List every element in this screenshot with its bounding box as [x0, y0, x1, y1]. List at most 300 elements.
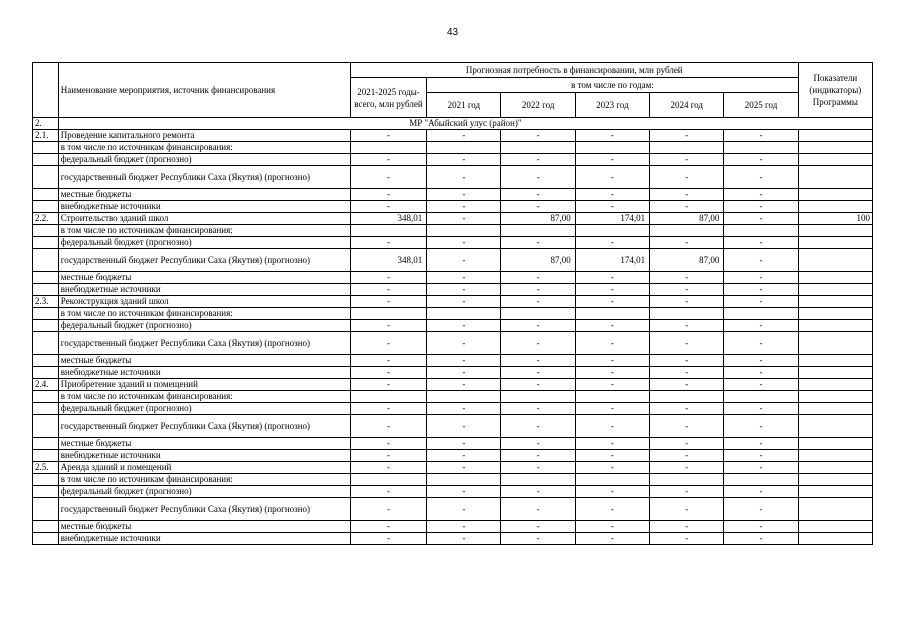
item-main-value: 174,01 [575, 213, 649, 225]
empty-cell [501, 391, 575, 403]
source-federal-value: - [427, 154, 501, 166]
empty-cell [350, 225, 426, 237]
item-indicator [798, 379, 872, 391]
empty-cell [798, 166, 872, 189]
empty-cell [33, 367, 59, 379]
source-local-value: - [650, 521, 724, 533]
table-row [33, 308, 873, 320]
empty-cell [724, 308, 798, 320]
empty-cell [798, 438, 872, 450]
source-federal-value: - [350, 237, 426, 249]
source-republic-value: 174,01 [575, 249, 649, 272]
source-offbudget-value: - [650, 367, 724, 379]
item-num: 2.4. [33, 379, 59, 391]
item-main-value: - [427, 296, 501, 308]
item-main-value: - [650, 379, 724, 391]
table-header [33, 63, 873, 118]
empty-cell [350, 142, 426, 154]
source-local-value: - [501, 355, 575, 367]
section-title: МР "Абыйский улус (район)" [58, 118, 872, 130]
source-offbudget-value: - [575, 367, 649, 379]
empty-cell [33, 355, 59, 367]
table-row [33, 533, 873, 545]
source-offbudget-value: - [650, 450, 724, 462]
source-federal-value: - [575, 320, 649, 332]
source-republic-value: - [724, 498, 798, 521]
empty-cell [33, 332, 59, 355]
header-year-2022: 2022 год [501, 93, 575, 118]
empty-cell [501, 308, 575, 320]
item-main-value: - [575, 130, 649, 142]
empty-cell [33, 521, 59, 533]
source-offbudget-label: внебюджетные источники [58, 284, 350, 296]
empty-cell [33, 201, 59, 213]
source-offbudget-value: - [650, 201, 724, 213]
table-row [33, 379, 873, 391]
empty-cell [33, 272, 59, 284]
header-name: Наименование мероприятия, источник финансирования [58, 63, 350, 118]
empty-cell [427, 142, 501, 154]
source-federal-value: - [724, 403, 798, 415]
table-row [33, 237, 873, 249]
table-row [33, 213, 873, 225]
item-num: 2.2. [33, 213, 59, 225]
table-row [33, 249, 873, 272]
source-federal-value: - [427, 486, 501, 498]
item-main-value: - [650, 130, 724, 142]
source-offbudget-value: - [724, 201, 798, 213]
source-local-value: - [350, 272, 426, 284]
source-republic-value: - [724, 332, 798, 355]
source-offbudget-value: - [724, 533, 798, 545]
table-row [33, 486, 873, 498]
source-federal-value: - [575, 154, 649, 166]
source-local-value: - [575, 189, 649, 201]
source-republic-label: государственный бюджет Республики Саха (Якутия) (прогнозно) [58, 332, 350, 355]
header-year-2021: 2021 год [427, 93, 501, 118]
empty-cell [798, 355, 872, 367]
source-republic-value: - [501, 166, 575, 189]
table-row [33, 189, 873, 201]
empty-cell [798, 415, 872, 438]
source-republic-value: - [650, 415, 724, 438]
source-republic-value: 87,00 [501, 249, 575, 272]
source-offbudget-value: - [501, 201, 575, 213]
item-indicator [798, 462, 872, 474]
source-republic-value: - [501, 498, 575, 521]
table-row [33, 225, 873, 237]
source-republic-value: - [650, 332, 724, 355]
item-main-value: 87,00 [501, 213, 575, 225]
source-republic-label: государственный бюджет Республики Саха (Якутия) (прогнозно) [58, 415, 350, 438]
source-republic-value: - [350, 332, 426, 355]
empty-cell [798, 284, 872, 296]
source-local-value: - [650, 355, 724, 367]
source-republic-value: - [575, 166, 649, 189]
item-main-value: - [501, 296, 575, 308]
table-row [33, 498, 873, 521]
item-num: 2.3. [33, 296, 59, 308]
item-main-value: 87,00 [650, 213, 724, 225]
empty-cell [33, 154, 59, 166]
empty-cell [350, 474, 426, 486]
sources-intro: в том числе по источникам финансирования: [58, 474, 350, 486]
empty-cell [427, 225, 501, 237]
empty-cell [33, 450, 59, 462]
source-local-label: местные бюджеты [58, 438, 350, 450]
empty-cell [798, 249, 872, 272]
empty-cell [575, 474, 649, 486]
source-offbudget-value: - [501, 367, 575, 379]
header-financing-need: Прогнозная потребность в финансировании, млн рублей [350, 63, 798, 78]
source-federal-value: - [575, 403, 649, 415]
source-local-value: - [575, 438, 649, 450]
item-indicator [798, 130, 872, 142]
source-offbudget-value: - [427, 284, 501, 296]
source-federal-label: федеральный бюджет (прогнозно) [58, 154, 350, 166]
item-indicator [798, 296, 872, 308]
source-offbudget-value: - [350, 367, 426, 379]
empty-cell [798, 189, 872, 201]
empty-cell [33, 320, 59, 332]
source-federal-value: - [427, 403, 501, 415]
source-offbudget-value: - [350, 533, 426, 545]
item-main-value: - [501, 462, 575, 474]
source-federal-value: - [650, 237, 724, 249]
source-republic-value: - [427, 498, 501, 521]
empty-cell [33, 237, 59, 249]
source-federal-value: - [501, 237, 575, 249]
source-offbudget-value: - [575, 201, 649, 213]
item-main-value: - [350, 130, 426, 142]
empty-cell [798, 201, 872, 213]
empty-cell [350, 391, 426, 403]
table-row [33, 130, 873, 142]
empty-cell [350, 308, 426, 320]
item-main-value: - [350, 379, 426, 391]
source-local-value: - [650, 272, 724, 284]
source-federal-value: - [501, 320, 575, 332]
source-republic-value: - [427, 332, 501, 355]
source-offbudget-value: - [427, 367, 501, 379]
table-row [33, 462, 873, 474]
source-offbudget-value: - [350, 450, 426, 462]
empty-cell [650, 474, 724, 486]
empty-cell [798, 498, 872, 521]
table-row [33, 284, 873, 296]
source-local-value: - [427, 521, 501, 533]
table-row [33, 391, 873, 403]
empty-cell [798, 521, 872, 533]
empty-cell [798, 320, 872, 332]
table-row [33, 154, 873, 166]
empty-cell [798, 450, 872, 462]
empty-cell [33, 142, 59, 154]
page-number: 43 [446, 27, 459, 38]
source-local-value: - [650, 189, 724, 201]
empty-cell [798, 142, 872, 154]
source-republic-value: - [724, 249, 798, 272]
item-name: Приобретение зданий и помещений [58, 379, 350, 391]
empty-cell [427, 308, 501, 320]
empty-cell [575, 142, 649, 154]
header-total: 2021-2025 годы- всего, млн рублей [350, 78, 426, 118]
empty-cell [33, 249, 59, 272]
source-federal-value: - [501, 403, 575, 415]
item-main-value: - [575, 379, 649, 391]
source-offbudget-label: внебюджетные источники [58, 367, 350, 379]
source-offbudget-value: - [724, 284, 798, 296]
table-row [33, 272, 873, 284]
item-main-value: - [650, 296, 724, 308]
table-row [33, 521, 873, 533]
table-row [33, 474, 873, 486]
item-main-value: - [501, 379, 575, 391]
empty-cell [501, 142, 575, 154]
table-row [33, 142, 873, 154]
item-main-value: - [575, 296, 649, 308]
empty-cell [798, 486, 872, 498]
item-main-value: - [650, 462, 724, 474]
empty-cell [798, 225, 872, 237]
empty-cell [798, 474, 872, 486]
source-federal-value: - [350, 486, 426, 498]
empty-cell [650, 225, 724, 237]
table-row [33, 403, 873, 415]
empty-cell [798, 154, 872, 166]
empty-cell [798, 332, 872, 355]
source-federal-value: - [650, 403, 724, 415]
empty-cell [33, 189, 59, 201]
empty-cell [798, 391, 872, 403]
source-federal-value: - [427, 237, 501, 249]
source-local-value: - [724, 355, 798, 367]
table-row [33, 355, 873, 367]
item-main-value: - [724, 462, 798, 474]
source-local-value: - [575, 355, 649, 367]
source-offbudget-value: - [575, 284, 649, 296]
source-local-value: - [724, 438, 798, 450]
empty-cell [33, 486, 59, 498]
empty-cell [798, 272, 872, 284]
section-num: 2. [33, 118, 59, 130]
source-offbudget-value: - [501, 450, 575, 462]
empty-cell [798, 237, 872, 249]
source-republic-label: государственный бюджет Республики Саха (Якутия) (прогнозно) [58, 498, 350, 521]
source-federal-value: - [724, 154, 798, 166]
source-offbudget-label: внебюджетные источники [58, 201, 350, 213]
item-num: 2.5. [33, 462, 59, 474]
item-indicator: 100 [798, 213, 872, 225]
source-republic-value: - [501, 415, 575, 438]
source-federal-value: - [575, 486, 649, 498]
source-republic-label: государственный бюджет Республики Саха (Якутия) (прогнозно) [58, 249, 350, 272]
empty-cell [33, 438, 59, 450]
source-federal-value: - [575, 237, 649, 249]
source-offbudget-value: - [350, 201, 426, 213]
source-local-value: - [724, 189, 798, 201]
source-local-value: - [501, 521, 575, 533]
table-row [33, 415, 873, 438]
empty-cell [33, 284, 59, 296]
empty-cell [798, 403, 872, 415]
source-offbudget-value: - [350, 284, 426, 296]
source-federal-value: - [650, 486, 724, 498]
source-offbudget-value: - [501, 533, 575, 545]
source-federal-label: федеральный бюджет (прогнозно) [58, 320, 350, 332]
source-local-value: - [724, 272, 798, 284]
empty-cell [33, 474, 59, 486]
source-federal-value: - [650, 320, 724, 332]
source-republic-value: 348,01 [350, 249, 426, 272]
source-federal-value: - [724, 237, 798, 249]
table-row [33, 166, 873, 189]
header-by-years: в том числе по годам: [427, 78, 799, 93]
source-local-value: - [350, 521, 426, 533]
header-indicators: Показатели (индикаторы) Программы [798, 63, 872, 118]
empty-cell [501, 474, 575, 486]
source-offbudget-value: - [724, 450, 798, 462]
source-local-value: - [501, 272, 575, 284]
source-republic-value: - [350, 166, 426, 189]
item-main-value: - [427, 379, 501, 391]
source-offbudget-label: внебюджетные источники [58, 450, 350, 462]
item-main-value: - [427, 462, 501, 474]
table-row [33, 296, 873, 308]
source-federal-value: - [724, 320, 798, 332]
source-republic-value: - [650, 498, 724, 521]
source-local-value: - [427, 438, 501, 450]
source-offbudget-value: - [501, 284, 575, 296]
item-main-value: 348,01 [350, 213, 426, 225]
source-local-label: местные бюджеты [58, 521, 350, 533]
source-offbudget-value: - [427, 450, 501, 462]
source-republic-value: - [650, 166, 724, 189]
source-local-value: - [724, 521, 798, 533]
empty-cell [575, 225, 649, 237]
empty-cell [798, 367, 872, 379]
empty-cell [427, 391, 501, 403]
table-row [33, 367, 873, 379]
empty-cell [33, 166, 59, 189]
empty-cell [650, 308, 724, 320]
header-year-2024: 2024 год [650, 93, 724, 118]
source-federal-value: - [650, 154, 724, 166]
source-republic-value: - [427, 166, 501, 189]
source-local-value: - [575, 521, 649, 533]
empty-cell [798, 308, 872, 320]
table-row [33, 438, 873, 450]
item-main-value: - [427, 213, 501, 225]
empty-cell [798, 533, 872, 545]
source-federal-value: - [350, 320, 426, 332]
sources-intro: в том числе по источникам финансирования: [58, 142, 350, 154]
empty-cell [724, 474, 798, 486]
source-local-value: - [427, 189, 501, 201]
item-main-value: - [350, 462, 426, 474]
table-row [33, 332, 873, 355]
source-federal-value: - [350, 403, 426, 415]
empty-cell [33, 308, 59, 320]
source-local-label: местные бюджеты [58, 272, 350, 284]
source-offbudget-value: - [575, 533, 649, 545]
source-federal-value: - [501, 154, 575, 166]
sources-intro: в том числе по источникам финансирования: [58, 225, 350, 237]
source-local-label: местные бюджеты [58, 355, 350, 367]
source-federal-value: - [427, 320, 501, 332]
sources-intro: в том числе по источникам финансирования: [58, 391, 350, 403]
source-local-value: - [575, 272, 649, 284]
table-body [33, 118, 873, 545]
source-offbudget-value: - [575, 450, 649, 462]
empty-cell [33, 415, 59, 438]
financing-table [32, 62, 873, 545]
header-year-2023: 2023 год [575, 93, 649, 118]
source-federal-value: - [501, 486, 575, 498]
item-main-value: - [724, 379, 798, 391]
table-row [33, 201, 873, 213]
empty-cell [427, 474, 501, 486]
source-republic-value: - [575, 332, 649, 355]
sources-intro: в том числе по источникам финансирования: [58, 308, 350, 320]
source-offbudget-value: - [427, 201, 501, 213]
item-main-value: - [724, 130, 798, 142]
item-name: Реконструкция зданий школ [58, 296, 350, 308]
item-name: Аренда зданий и помещений [58, 462, 350, 474]
source-local-value: - [501, 189, 575, 201]
item-num: 2.1. [33, 130, 59, 142]
source-republic-value: - [575, 498, 649, 521]
source-local-label: местные бюджеты [58, 189, 350, 201]
item-main-value: - [350, 296, 426, 308]
source-federal-value: - [724, 486, 798, 498]
source-offbudget-value: - [724, 367, 798, 379]
source-offbudget-label: внебюджетные источники [58, 533, 350, 545]
empty-cell [33, 403, 59, 415]
source-local-value: - [501, 438, 575, 450]
table-row [33, 320, 873, 332]
empty-cell [33, 391, 59, 403]
source-republic-value: - [724, 415, 798, 438]
empty-cell [724, 142, 798, 154]
item-name: Строительство зданий школ [58, 213, 350, 225]
empty-cell [575, 308, 649, 320]
empty-cell [33, 533, 59, 545]
source-local-value: - [650, 438, 724, 450]
source-local-value: - [350, 355, 426, 367]
header-num [33, 63, 59, 118]
source-federal-value: - [350, 154, 426, 166]
source-local-value: - [350, 189, 426, 201]
source-republic-value: - [427, 415, 501, 438]
source-offbudget-value: - [650, 284, 724, 296]
item-name: Проведение капитального ремонта [58, 130, 350, 142]
item-main-value: - [427, 130, 501, 142]
source-republic-value: - [350, 498, 426, 521]
table-row [33, 450, 873, 462]
item-main-value: - [724, 296, 798, 308]
empty-cell [501, 225, 575, 237]
source-republic-value: - [427, 249, 501, 272]
header-year-2025: 2025 год [724, 93, 798, 118]
source-offbudget-value: - [427, 533, 501, 545]
empty-cell [33, 225, 59, 237]
source-offbudget-value: - [650, 533, 724, 545]
empty-cell [650, 142, 724, 154]
source-local-value: - [427, 355, 501, 367]
source-local-value: - [427, 272, 501, 284]
section-row [33, 118, 873, 130]
